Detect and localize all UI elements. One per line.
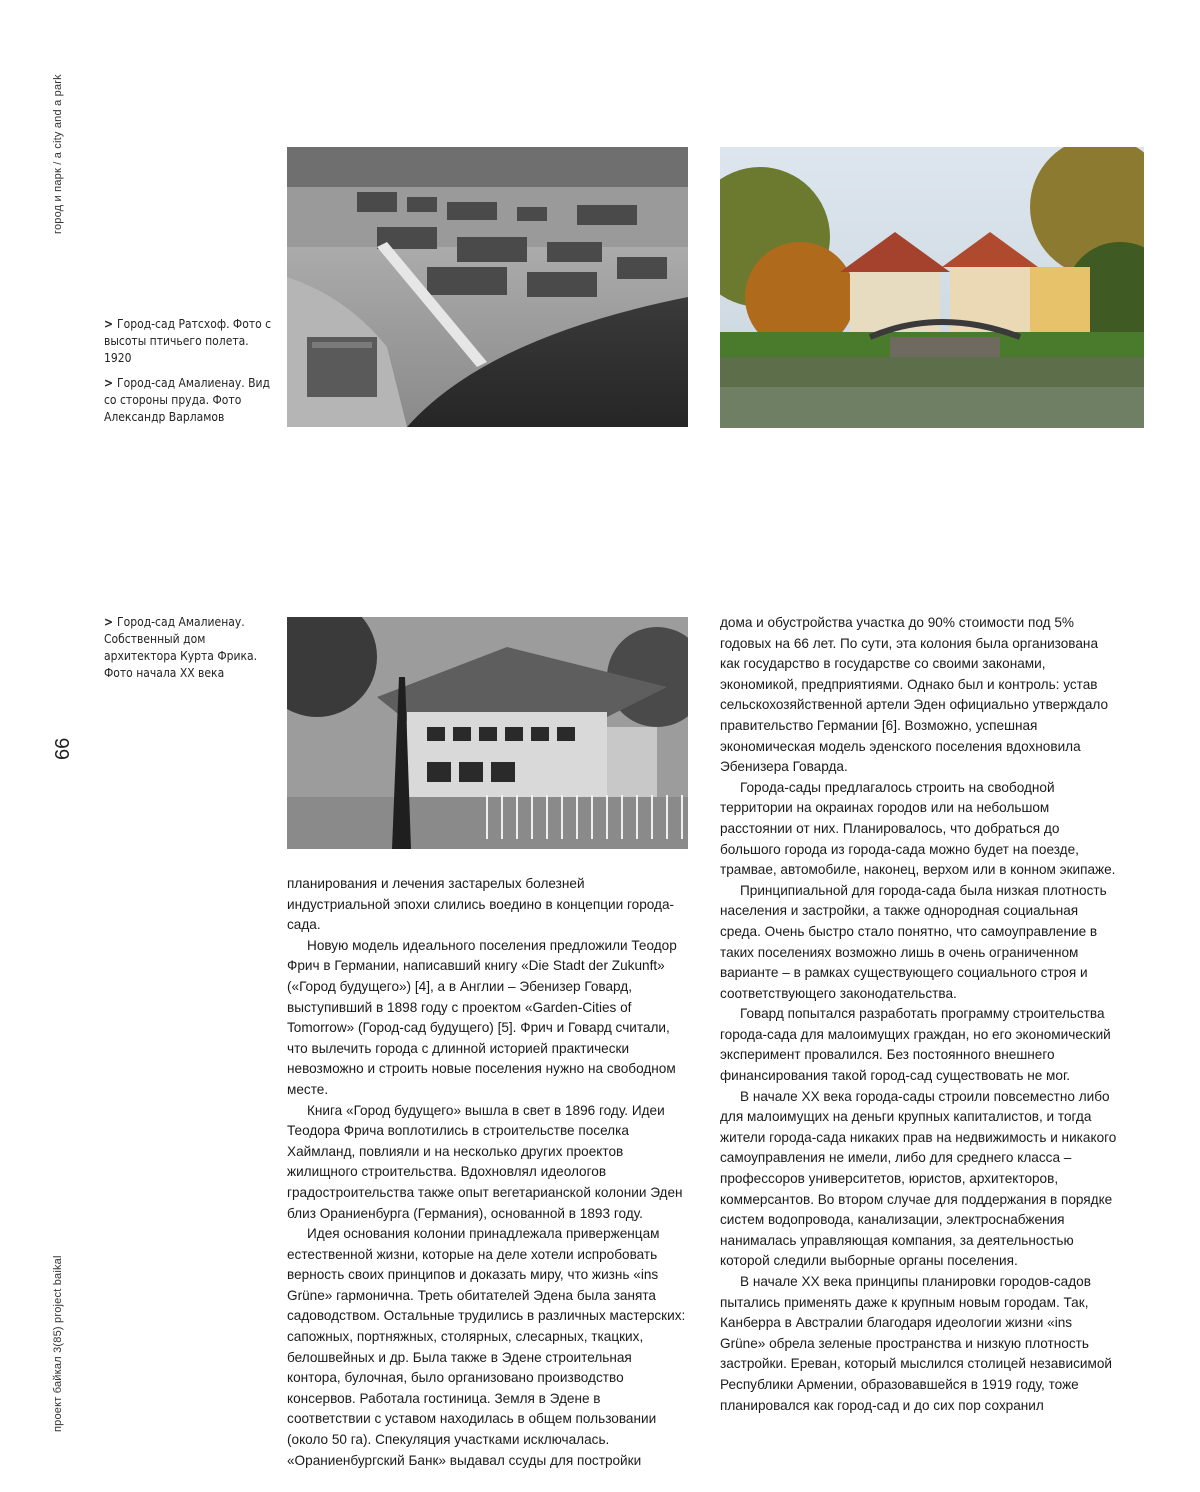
paragraph: дома и обустройства участка до 90% стоимости под 5% годовых на 66 лет. По сути, эта колония была организована как государство в государстве со своими законами, экономикой, предприятиями. Однако был и контроль: устав сельскохозяйственной артели Эден официально утверждало правительство Германии [6]. Возможно, успешная экономическая модель эденского поселения вдохновила Эбенизера Говарда. <box>720 613 1120 778</box>
house-photo <box>287 617 688 849</box>
paragraph: Принципиальной для города-сада была низкая плотность населения и застройки, а также однородная социальная среда. Очень быстро стало понятно, что самоуправление в таких поселениях возможно лишь в очень ограниченном варианте – в рамках существующего социального строя и соответствующего законодательства. <box>720 881 1120 1005</box>
paragraph: Говард попытался разработать программу строительства города-сада для малоимущих граждан, но его экономический эксперимент провалился. Без постоянного внешнего финансирования такой город-сад существовать не мог. <box>720 1004 1120 1086</box>
paragraph: Книга «Город будущего» вышла в свет в 1896 году. Идеи Теодора Фрича воплотились в строительстве поселка Хаймланд, повлияли и на несколько других проектов жилищного строительства. Вдохновлял идеологов градостроительства также опыт вегетарианской колонии Эден близ Ораниенбурга (Германия), основанной в 1893 году. <box>287 1101 687 1225</box>
aerial-photo <box>287 147 688 427</box>
paragraph: В начале XX века принципы планировки городов-садов пытались применять даже к крупным новым городам. Так, Канберра в Австралии благодаря идеологии жизни «ins Grüne» обрела зеленые пространства и низкую плотность застройки. Ереван, который мыслился столицей независимой Республики Армении, образовавшейся в 1919 году, тоже планировался как город-сад и до сих пор сохранил <box>720 1272 1120 1416</box>
caption-amalienau-pond: > Город-сад Амалиенау. Вид со стороны пруда. Фото Александр Варламов <box>104 375 274 426</box>
paragraph: планирования и лечения застарелых болезней индустриальной эпохи слились воедино в концепции города-сада. <box>287 874 687 936</box>
caption-frick-house: > Город-сад Амалиенау. Собственный дом архитектора Курта Фрика. Фото начала XX века <box>104 614 274 682</box>
running-head: город и парк / a city and a park <box>52 74 64 234</box>
caption-ratshof: > Город-сад Ратсхоф. Фото с высоты птичьего полета. 1920 <box>104 316 274 367</box>
journal-footer: проект байкал 3(85) project baikal <box>52 1255 64 1432</box>
paragraph: Города-сады предлагалось строить на свободной территории на окраинах городов или на небольшом расстоянии от них. Планировалось, что добраться до большого города из города-сада можно будет на поезде, трамвае, автомобиле, наконец, верхом или в конном экипаже. <box>720 778 1120 881</box>
caption-group-middle <box>104 614 274 690</box>
paragraph: Новую модель идеального поселения предложили Теодор Фрич в Германии, написавший книгу «Die Stadt der Zukunft» («Город будущего») [4], а в Англии – Эбенизер Говард, выступивший в 1898 году с проектом «Garden-Cities of Tomorrow» (Город-сад будущего) [5]. Фрич и Говард считали, что вылечить города с длинной историей практически невозможно и строить новые поселения нужно на свободном месте. <box>287 936 687 1101</box>
text-column-left <box>287 874 687 1471</box>
text-column-right <box>720 613 1120 1416</box>
page-number: 66 <box>52 738 75 760</box>
pond-photo <box>720 147 1144 428</box>
paragraph: Идея основания колонии принадлежала приверженцам естественной жизни, которые на деле хотели испробовать верность своих принципов и доказать миру, что жизнь «ins Grüne» гармонична. Треть обитателей Эдена была занята садоводством. Остальные трудились в различных мастерских: сапожных, портняжных, столярных, слесарных, ткацких, белошвейных и др. Была также в Эдене строительная контора, булочная, было организовано производство консервов. Работала гостиница. Земля в Эдене в соответствии с уставом находилась в общем пользовании (около 50 га). Спекуляция участками исключалась. «Ораниенбургский Банк» выдавал ссуды для постройки <box>287 1224 687 1471</box>
paragraph: В начале XX века города-сады строили повсеместно либо для малоимущих на деньги крупных капиталистов, и тогда жители города-сада никаких прав на недвижимость и никакого самоуправления не имели, либо для среднего класса – профессоров университетов, юристов, архитекторов, коммерсантов. Во втором случае для поддержания в порядке систем водопровода, канализации, электроснабжения нанималась управляющая компания, за деятельностью которой следили выборные органы поселения. <box>720 1087 1120 1272</box>
caption-group-top <box>104 316 274 434</box>
